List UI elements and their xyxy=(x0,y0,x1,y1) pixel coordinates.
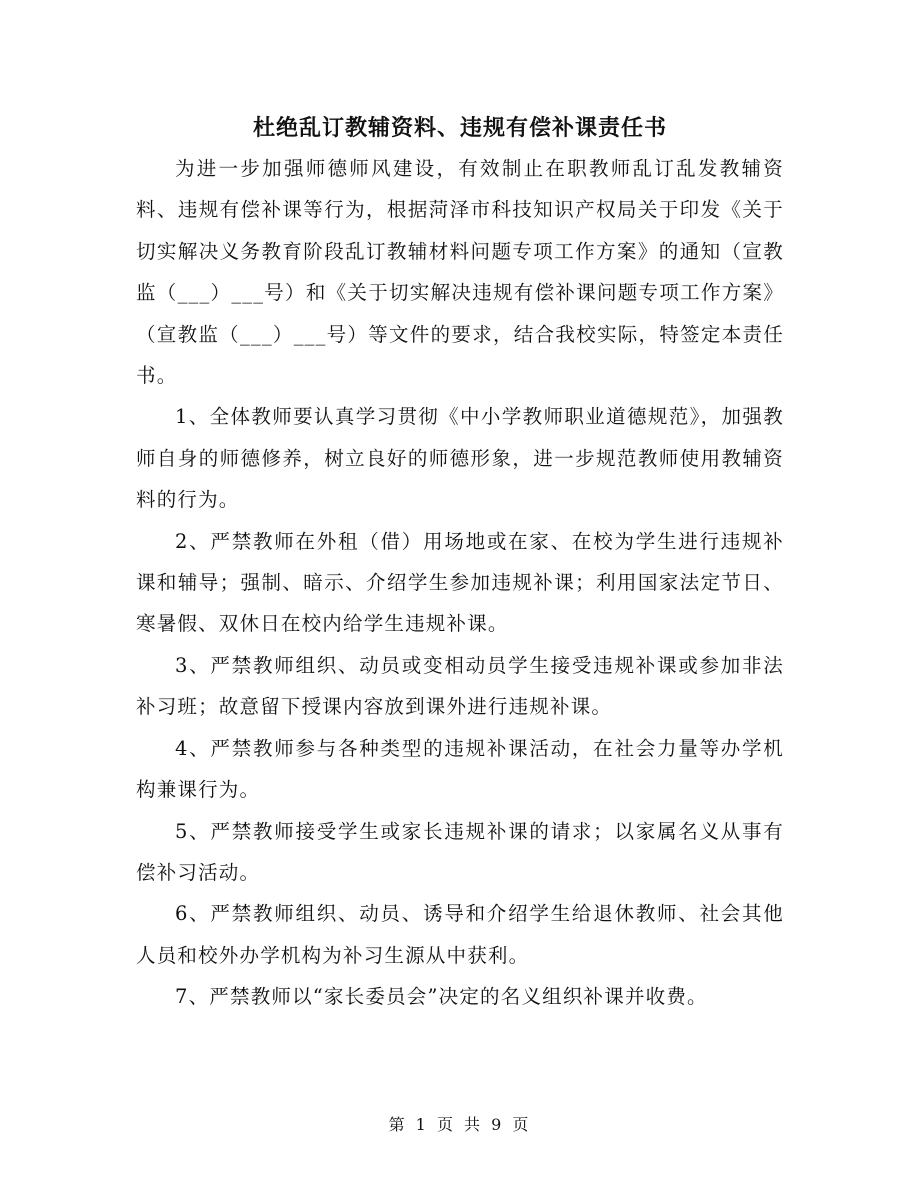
clause-3-paragraph: 3、严禁教师组织、动员或变相动员学生接受违规补课或参加非法补习班；故意留下授课内容放到课外进行违规补课。 xyxy=(136,653,784,719)
clause-7-paragraph: 7、严禁教师以“家长委员会”决定的名义组织补课并收费。 xyxy=(175,985,708,1009)
page-number-footer: 第 1 页 共 9 页 xyxy=(388,1115,532,1134)
clause-6-paragraph: 6、严禁教师组织、动员、诱导和介绍学生给退休教师、社会其他人员和校外办学机构为补习生源从中获利。 xyxy=(136,902,784,967)
document-title: 杜绝乱订教辅资料、违规有偿补课责任书 xyxy=(252,115,667,141)
clause-4-paragraph: 4、严禁教师参与各种类型的违规补课活动，在社会力量等办学机构兼课行为。 xyxy=(136,736,784,802)
clause-5-paragraph: 5、严禁教师接受学生或家长违规补课的请求；以家属名义从事有偿补习活动。 xyxy=(136,819,784,884)
clause-1-paragraph: 1、全体教师要认真学习贯彻《中小学教师职业道德规范》，加强教师自身的师德修养，树立良好的师德形象，进一步规范教师使用教辅资料的行为。 xyxy=(136,405,784,512)
clause-2-paragraph: 2、严禁教师在外租（借）用场地或在家、在校为学生进行违规补课和辅导；强制、暗示、介绍学生参加违规补课；利用国家法定节日、寒暑假、双休日在校内给学生违规补课。 xyxy=(136,529,784,636)
document-body xyxy=(136,148,784,1018)
intro-paragraph: 为进一步加强师德师风建设，有效制止在职教师乱订乱发教辅资料、违规有偿补课等行为，根据菏泽市科技知识产权局关于印发《关于切实解决义务教育阶段乱订教辅材料问题专项工作方案》的通知（宣教监（___）___号）和《关于切实解决违规有偿补课问题专项工作方案》（宣教监（___）___号）等文件的要求，结合我校实际，特签定本责任书。 xyxy=(136,157,784,388)
